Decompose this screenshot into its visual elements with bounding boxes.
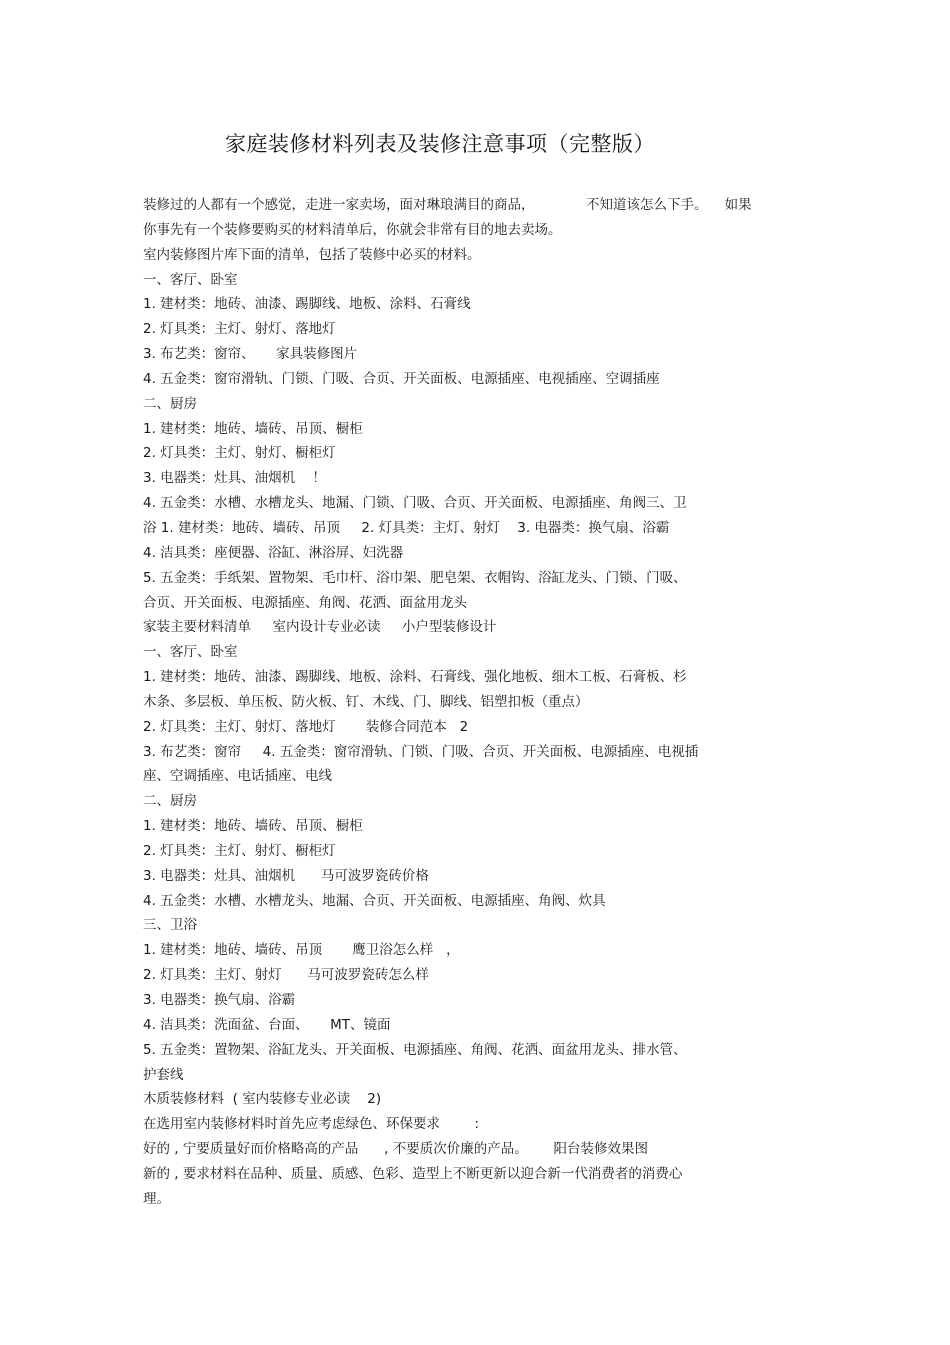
text-line: 1. 建材类：地砖、墙砖、吊顶、橱柜 xyxy=(143,818,363,835)
text-line: 4. 五金类：窗帘滑轨、门锁、门吸、合页、开关面板、电源插座、电视插座、空调插座 xyxy=(143,370,660,387)
text-line: 2. 灯具类：主灯、射灯、落地灯 xyxy=(143,321,336,338)
text-line: 一、客厅、卧室 xyxy=(143,271,238,288)
text-line: 理。 xyxy=(143,1190,170,1207)
text-line: 在选用室内装修材料时首先应考虑绿色、环保要求 : xyxy=(143,1116,479,1133)
text-line: 4. 洁具类：座便器、浴缸、淋浴屏、妇洗器 xyxy=(143,544,404,561)
text-line: 你事先有一个装修要购买的材料清单后，你就会非常有目的地去卖场。 xyxy=(143,221,562,238)
text-line: 2. 灯具类：主灯、射灯、橱柜灯 xyxy=(143,445,336,462)
text-line: 4. 五金类：水槽、水槽龙头、地漏、门锁、门吸、合页、开关面板、电源插座、角阀三、卫 xyxy=(143,495,687,512)
text-line: 4. 五金类：水槽、水槽龙头、地漏、合页、开关面板、电源插座、角阀、炊具 xyxy=(143,892,606,909)
text-line: 1. 建材类：地砖、墙砖、吊顶 鹰卫浴怎么样 ， xyxy=(143,942,460,959)
text-line: 木质装修材料 ( 室内装修专业必读 2) xyxy=(143,1091,382,1108)
text-line: 3. 电器类：换气扇、浴霸 xyxy=(143,992,296,1008)
text-line: 5. 五金类：置物架、浴缸龙头、开关面板、电源插座、角阀、花洒、面盆用龙头、排水管、 xyxy=(143,1041,687,1058)
text-line: 3. 布艺类：窗帘 4. 五金类：窗帘滑轨、门锁、门吸、合页、开关面板、电源插座、电视插 xyxy=(143,743,699,760)
text-line: 3. 电器类：灶具、油烟机 ！ xyxy=(143,470,326,487)
text-line: 二、厨房 xyxy=(143,793,197,810)
text-line: 2. 灯具类：主灯、射灯、落地灯 装修合同范本 2 xyxy=(143,718,469,735)
text-line: 护套线 xyxy=(143,1066,184,1083)
text-line: 1. 建材类：地砖、油漆、踢脚线、地板、涂料、石膏线、强化地板、细木工板、石膏板、杉 xyxy=(143,669,687,686)
document-body xyxy=(143,193,823,1212)
text-line: 1. 建材类：地砖、墙砖、吊顶、橱柜 xyxy=(143,420,363,437)
text-line: 好的 , 宁要质量好而价格略高的产品 , 不要质次价廉的产品。 阳台装修效果图 xyxy=(143,1141,648,1158)
text-line: 2. 灯具类：主灯、射灯、橱柜灯 xyxy=(143,842,336,859)
text-line: 3. 布艺类：窗帘、 家具装修图片 xyxy=(143,346,358,363)
text-line: 座、空调插座、电话插座、电线 xyxy=(143,768,332,785)
text-line: 木条、多层板、单压板、防火板、钉、木线、门、脚线、铝塑扣板（重点） xyxy=(143,693,589,710)
text-line: 一、客厅、卧室 xyxy=(143,644,238,661)
text-line: 5. 五金类：手纸架、置物架、毛巾杆、浴巾架、肥皂架、衣帽钩、浴缸龙头、门锁、门吸、 xyxy=(143,569,687,586)
text-line: 二、厨房 xyxy=(143,395,197,412)
text-line: 4. 洁具类：洗面盆、台面、 MT、镜面 xyxy=(143,1016,391,1033)
text-line: 装修过的人都有一个感觉，走进一家卖场，面对琳琅满目的商品， 不知道该怎么下手。 如果 xyxy=(143,197,752,213)
text-line: 1. 建材类：地砖、油漆、踢脚线、地板、涂料、石膏线 xyxy=(143,296,471,313)
text-line: 室内装修图片库下面的清单，包括了装修中必买的材料。 xyxy=(143,246,481,263)
document-title: 家庭装修材料列表及装修注意事项（完整版） xyxy=(225,132,655,156)
text-line: 三、卫浴 xyxy=(143,917,197,934)
text-line: 浴 1. 建材类：地砖、墙砖、吊顶 2. 灯具类：主灯、射灯 3. 电器类：换气扇、浴霸 xyxy=(143,519,670,536)
text-line: 家装主要材料清单 室内设计专业必读 小户型装修设计 xyxy=(143,619,497,636)
text-line: 3. 电器类：灶具、油烟机 马可波罗瓷砖价格 xyxy=(143,867,429,884)
text-line: 合页、开关面板、电源插座、角阀、花洒、面盆用龙头 xyxy=(143,594,467,611)
text-line: 新的 , 要求材料在品种、质量、质感、色彩、造型上不断更新以迎合新一代消费者的消费心 xyxy=(143,1165,683,1182)
text-line: 2. 灯具类：主灯、射灯 马可波罗瓷砖怎么样 xyxy=(143,967,429,984)
